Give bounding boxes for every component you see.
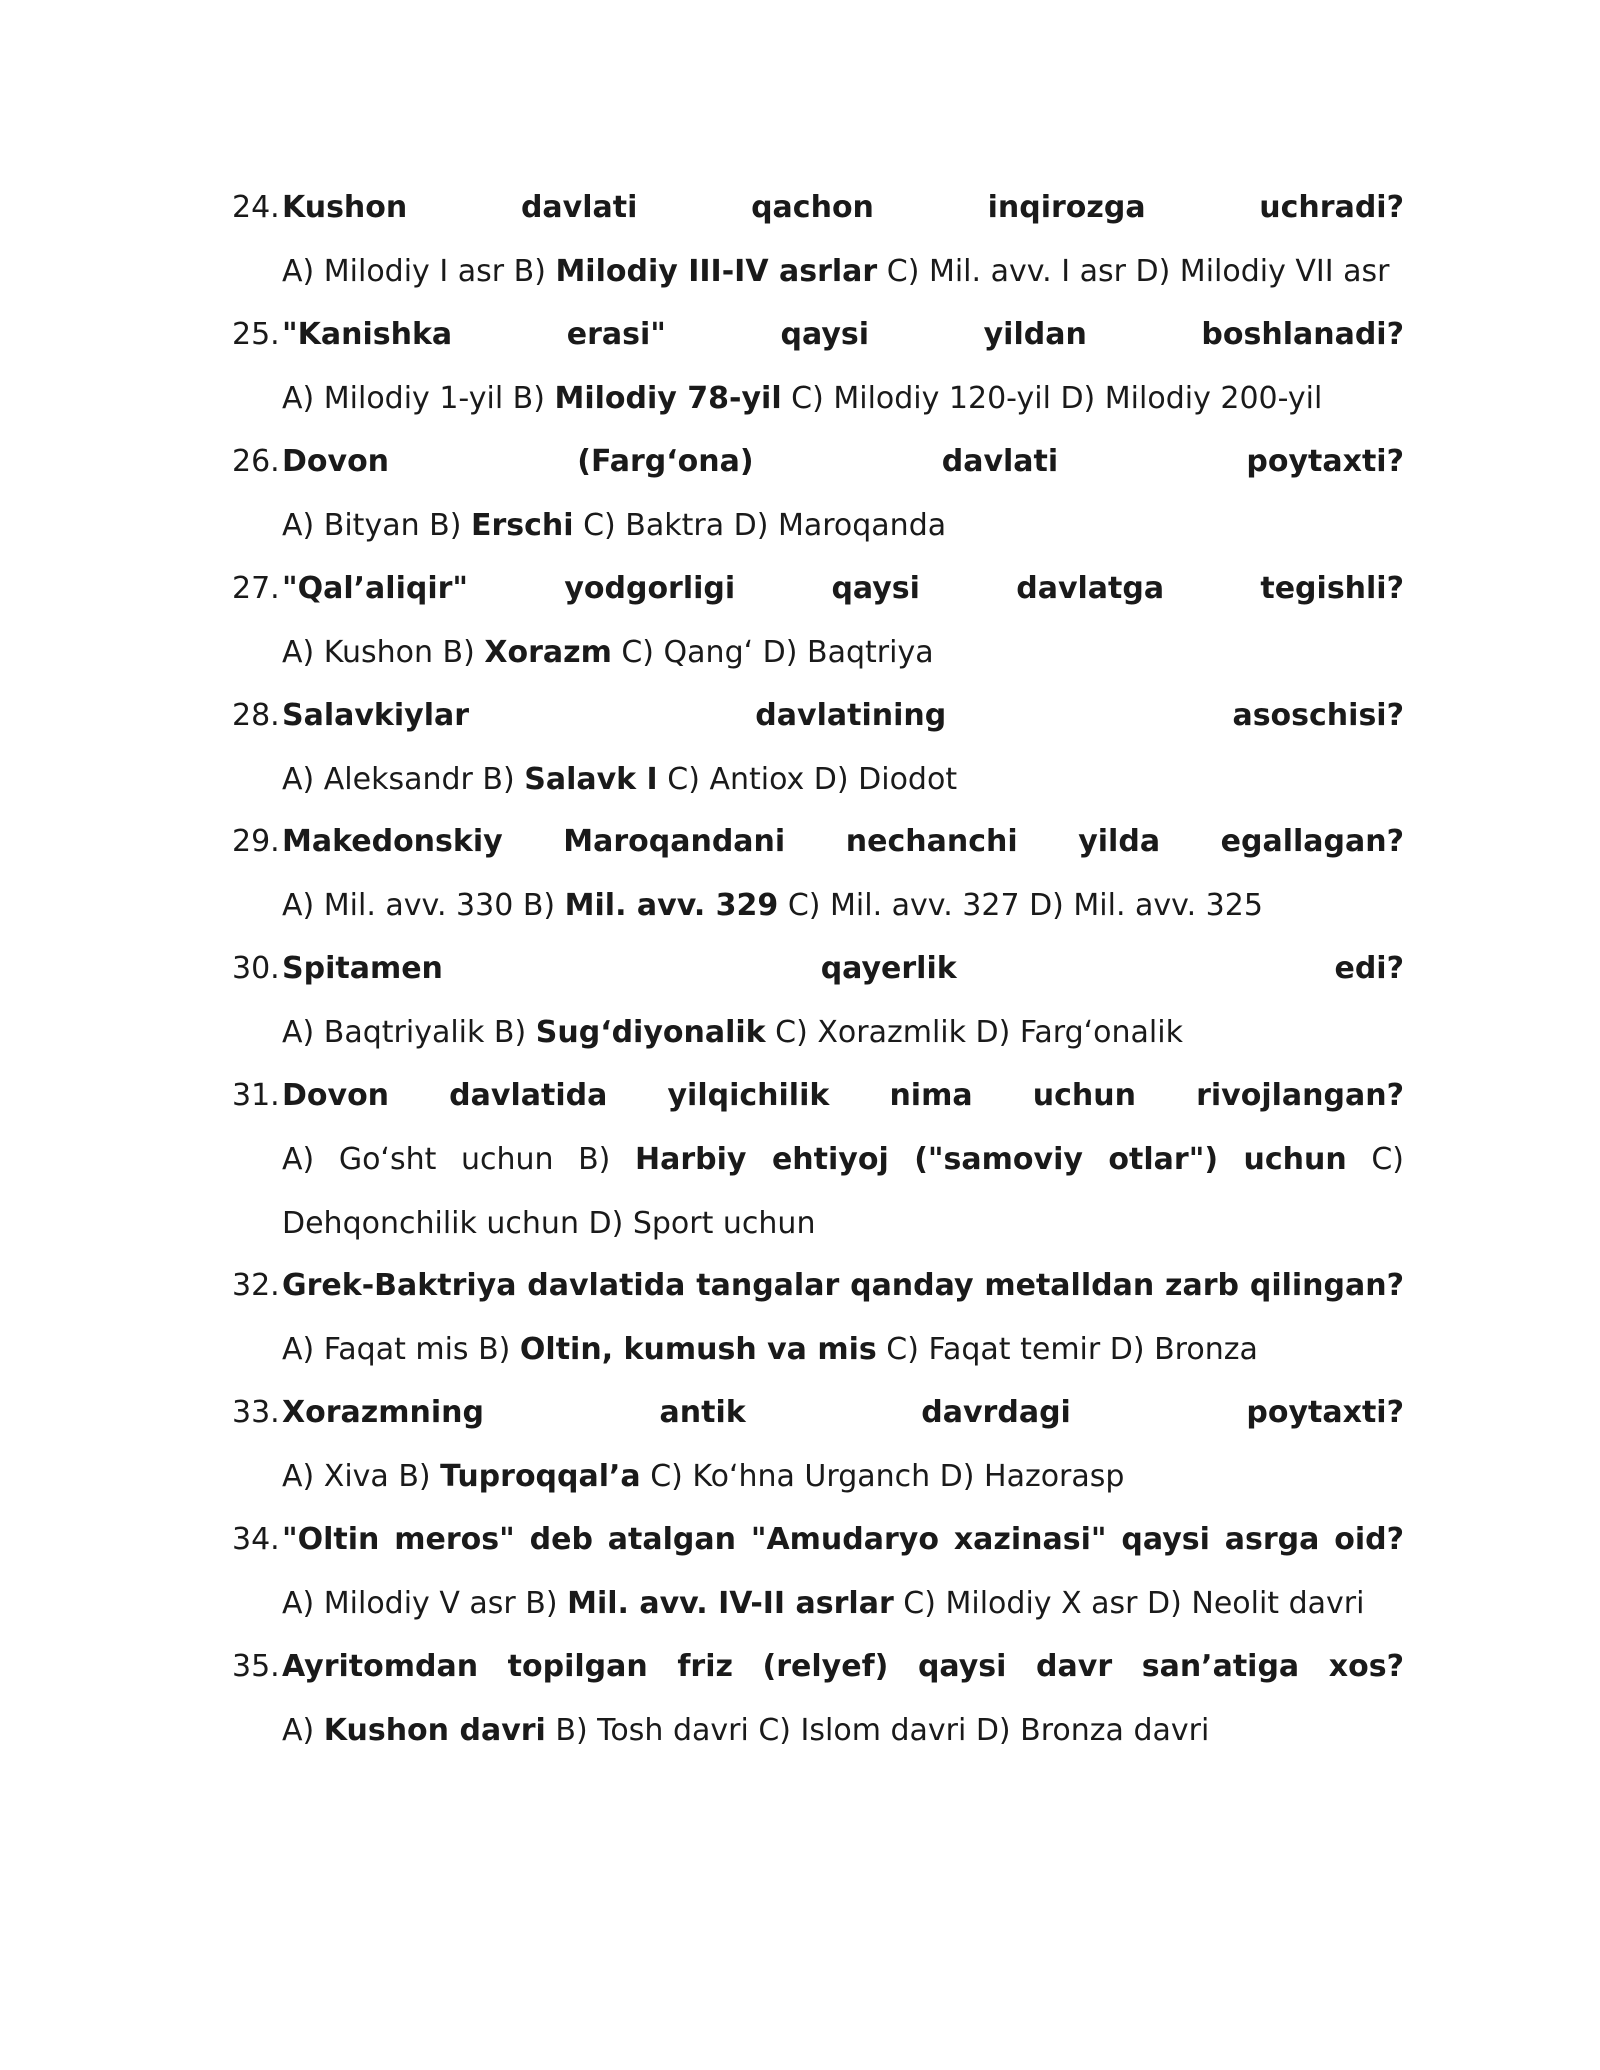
answer-options-after: C) Dehqonchilik uchun D) Sport uchun [282, 1142, 1405, 1241]
answer-options [282, 1318, 1404, 1382]
question-text: Kushon davlati qachon inqirozga uchradi? [282, 190, 1404, 225]
question-number: 24. [232, 190, 280, 225]
answer-options [282, 240, 1404, 304]
answer-options-before: A) Milodiy 1-yil B) [282, 381, 555, 416]
question-text: Xorazmning antik davrdagi poytaxti? [282, 1395, 1404, 1430]
question-5 [232, 810, 1404, 874]
answer-options-after: C) Baktra D) Maroqanda [573, 508, 947, 543]
answer-options-after: C) Qang‘ D) Baqtriya [611, 635, 934, 670]
correct-answer: Salavk I [524, 762, 658, 797]
answer-options-after: C) Xorazmlik D) Farg‘onalik [765, 1015, 1183, 1050]
question-number: 28. [232, 698, 280, 733]
question-text: Spitamen qayerlik edi? [282, 951, 1404, 986]
answer-options [282, 367, 1404, 431]
answer-options-before: A) Go‘sht uchun B) [282, 1142, 635, 1177]
question-number: 32. [232, 1268, 280, 1303]
question-text: Dovon davlatida yilqichilik nima uchun rivojlangan? [282, 1078, 1404, 1113]
answer-options-after: C) Mil. avv. 327 D) Mil. avv. 325 [778, 888, 1263, 923]
answer-options-after: C) Faqat temir D) Bronza [876, 1332, 1258, 1367]
answer-options [282, 621, 1404, 685]
answer-options-before: A) Kushon B) [282, 635, 485, 670]
answer-options-after: C) Mil. avv. I asr D) Milodiy VII asr [877, 254, 1390, 289]
question-number: 35. [232, 1649, 280, 1684]
question-number: 29. [232, 824, 280, 859]
question-1 [232, 303, 1404, 367]
question-text: Dovon (Farg‘ona) davlati poytaxti? [282, 444, 1404, 479]
correct-answer: Harbiy ehtiyoj ("samoviy otlar") uchun [634, 1142, 1347, 1177]
answer-options-before: A) Mil. avv. 330 B) [282, 888, 565, 923]
answer-options-after: C) Ko‘hna Urganch D) Hazorasp [640, 1459, 1125, 1494]
answer-options [282, 1699, 1404, 1763]
question-10 [232, 1508, 1404, 1572]
question-number: 26. [232, 444, 280, 479]
question-number: 34. [232, 1522, 280, 1557]
answer-options [282, 1128, 1404, 1256]
question-number: 30. [232, 951, 280, 986]
question-text: "Oltin meros" deb atalgan "Amudaryo xazinasi" qaysi asrga oid? [282, 1522, 1404, 1557]
answer-options-before: A) Milodiy I asr B) [282, 254, 556, 289]
answer-options [282, 874, 1404, 938]
question-3 [232, 557, 1404, 621]
question-0 [232, 176, 1404, 240]
answer-options [282, 494, 1404, 558]
correct-answer: Tuproqqal’a [440, 1459, 641, 1494]
correct-answer: Kushon davri [323, 1713, 546, 1748]
answer-options-before: A) Aleksandr B) [282, 762, 525, 797]
question-text: Makedonskiy Maroqandani nechanchi yilda egallagan? [282, 824, 1404, 859]
answer-options-after: C) Antiox D) Diodot [657, 762, 958, 797]
question-text: Salavkiylar davlatining asoschisi? [282, 698, 1404, 733]
question-8 [232, 1254, 1404, 1318]
question-2 [232, 430, 1404, 494]
question-number: 31. [232, 1078, 280, 1113]
answer-options-after: C) Milodiy 120-yil D) Milodiy 200-yil [781, 381, 1323, 416]
answer-options-after: C) Milodiy X asr D) Neolit davri [893, 1586, 1365, 1621]
correct-answer: Mil. avv. IV-II asrlar [567, 1586, 894, 1621]
answer-options-before: A) Xiva B) [282, 1459, 441, 1494]
question-number: 25. [232, 317, 280, 352]
question-text: Grek-Baktriya davlatida tangalar qanday metalldan zarb qilingan? [282, 1268, 1404, 1303]
question-text: "Kanishka erasi" qaysi yildan boshlanadi? [282, 317, 1404, 352]
answer-options-before: A) [282, 1713, 324, 1748]
answer-options [282, 748, 1404, 812]
answer-options-before: A) Baqtriyalik B) [282, 1015, 536, 1050]
answer-options-before: A) Bityan B) [282, 508, 471, 543]
answer-options [282, 1445, 1404, 1509]
answer-options [282, 1572, 1404, 1636]
question-text: Ayritomdan topilgan friz (relyef) qaysi davr san’atiga xos? [282, 1649, 1404, 1684]
answer-options-after: B) Tosh davri C) Islom davri D) Bronza davri [545, 1713, 1210, 1748]
question-text: "Qal’aliqir" yodgorligi qaysi davlatga tegishli? [282, 571, 1404, 606]
answer-options [282, 1001, 1404, 1065]
correct-answer: Milodiy 78-yil [554, 381, 782, 416]
correct-answer: Xorazm [484, 635, 612, 670]
correct-answer: Sug‘diyonalik [535, 1015, 766, 1050]
correct-answer: Erschi [470, 508, 574, 543]
correct-answer: Mil. avv. 329 [564, 888, 779, 923]
question-6 [232, 937, 1404, 1001]
question-7 [232, 1064, 1404, 1128]
question-number: 27. [232, 571, 280, 606]
question-11 [232, 1635, 1404, 1699]
correct-answer: Oltin, kumush va mis [519, 1332, 877, 1367]
question-9 [232, 1381, 1404, 1445]
question-number: 33. [232, 1395, 280, 1430]
answer-options-before: A) Milodiy V asr B) [282, 1586, 568, 1621]
answer-options-before: A) Faqat mis B) [282, 1332, 520, 1367]
correct-answer: Milodiy III-IV asrlar [555, 254, 878, 289]
question-4 [232, 684, 1404, 748]
